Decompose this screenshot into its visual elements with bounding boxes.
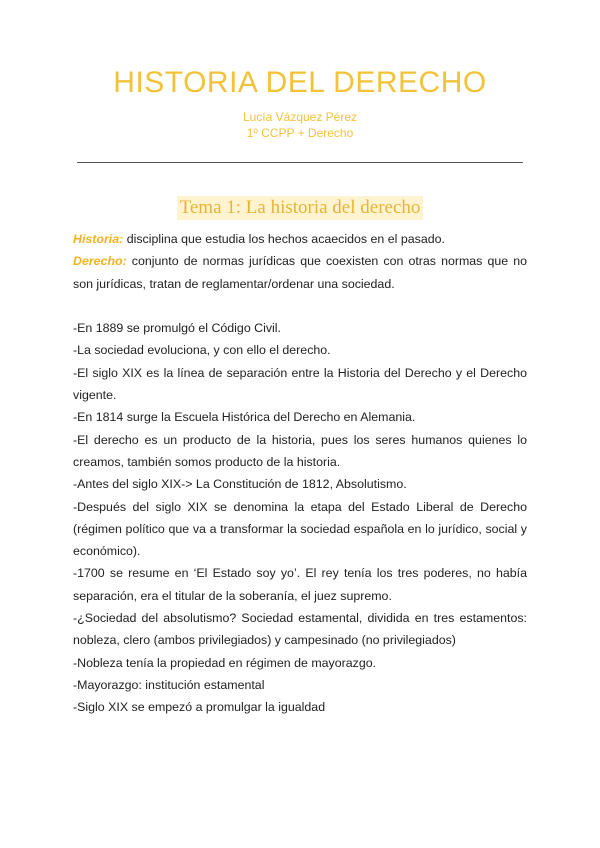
definition-text: disciplina que estudia los hechos acaecidos en el pasado.: [123, 232, 445, 246]
note-line: -1700 se resume en ‘El Estado soy yo’. El rey tenía los tres poderes, no había separación, era el titular de la soberanía, el juez supremo.: [73, 566, 527, 603]
note-line: -En 1814 surge la Escuela Histórica del Derecho en Alemania.: [73, 410, 416, 425]
note-line: -La sociedad evoluciona, y con ello el derecho.: [73, 343, 331, 358]
note-line: -Después del siglo XIX se denomina la etapa del Estado Liberal de Derecho (régimen político que va a transformar la sociedad española en lo jurídico, social y económico).: [73, 499, 527, 559]
definition-derecho: [73, 250, 527, 295]
author-name: Lucía Vázquez Pérez: [242, 110, 358, 124]
horizontal-divider: [77, 162, 523, 163]
definition-term: Historia:: [73, 232, 124, 246]
definition-historia: [73, 228, 527, 250]
definition-text: conjunto de normas jurídicas que coexisten con otras normas que no son jurídicas, tratan de reglamentar/ordenar una sociedad.: [73, 254, 527, 291]
document-body: [73, 228, 527, 719]
document-title: HISTORIA DEL DERECHO: [113, 66, 487, 99]
note-line: -Antes del siglo XIX-> La Constitución de 1812, Absolutismo.: [73, 477, 407, 492]
note-line: -El siglo XIX es la línea de separación entre la Historia del Derecho y el Derecho vigente.: [73, 365, 527, 403]
note-line: -Nobleza tenía la propiedad en régimen de mayorazgo.: [73, 655, 377, 670]
section-heading: Tema 1: La historia del derecho: [177, 196, 424, 220]
note-line: -En 1889 se promulgó el Código Civil.: [73, 321, 281, 336]
definition-term: Derecho:: [73, 254, 127, 269]
paragraph-gap: [73, 295, 527, 317]
course-name: 1º CCPP + Derecho: [246, 126, 354, 140]
note-line: -Siglo XIX se empezó a promulgar la igualdad: [73, 700, 326, 715]
note-line: -El derecho es un producto de la historia, pues los seres humanos quienes lo creamos, también somos producto de la historia.: [73, 432, 527, 469]
note-line: -Mayorazgo: institución estamental: [73, 677, 265, 692]
note-line: -¿Sociedad del absolutismo? Sociedad estamental, dividida en tres estamentos: nobleza, clero (ambos privilegiados) y campesinado (no privilegiados): [73, 611, 527, 648]
